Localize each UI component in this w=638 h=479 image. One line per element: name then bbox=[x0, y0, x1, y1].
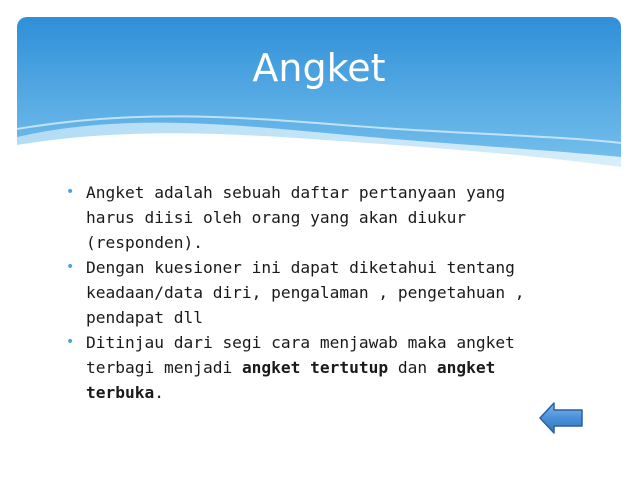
bullet-list bbox=[56, 180, 556, 405]
back-button[interactable] bbox=[538, 400, 584, 436]
bullet-text: Angket adalah sebuah daftar pertanyaan yang harus diisi oleh orang yang akan diukur (responden). bbox=[86, 183, 506, 252]
bullet-marker: • bbox=[66, 259, 75, 275]
title-banner bbox=[17, 17, 621, 177]
bullet-item bbox=[56, 255, 556, 330]
bullet-text-part: Ditinjau dari segi cara menjawab maka angket terbagi menjadi bbox=[86, 333, 515, 377]
bullet-text: Dengan kuesioner ini dapat diketahui tentang keadaan/data diri, pengalaman , pengetahuan , pendapat dll bbox=[86, 258, 525, 327]
bullet-text-part: . bbox=[154, 383, 164, 402]
bullet-marker: • bbox=[66, 334, 75, 350]
bold-term-closed: angket tertutup bbox=[241, 358, 389, 377]
bullet-text bbox=[86, 333, 515, 402]
left-arrow-icon bbox=[538, 400, 584, 436]
title-banner-graphic bbox=[17, 17, 621, 177]
slide-title: Angket bbox=[252, 46, 386, 90]
bullet-text-part: dan bbox=[388, 358, 437, 377]
bold-term-open: angket terbuka bbox=[86, 358, 496, 402]
bullet-item bbox=[56, 180, 556, 255]
bullet-marker: • bbox=[66, 184, 75, 200]
bullet-item bbox=[56, 330, 556, 405]
